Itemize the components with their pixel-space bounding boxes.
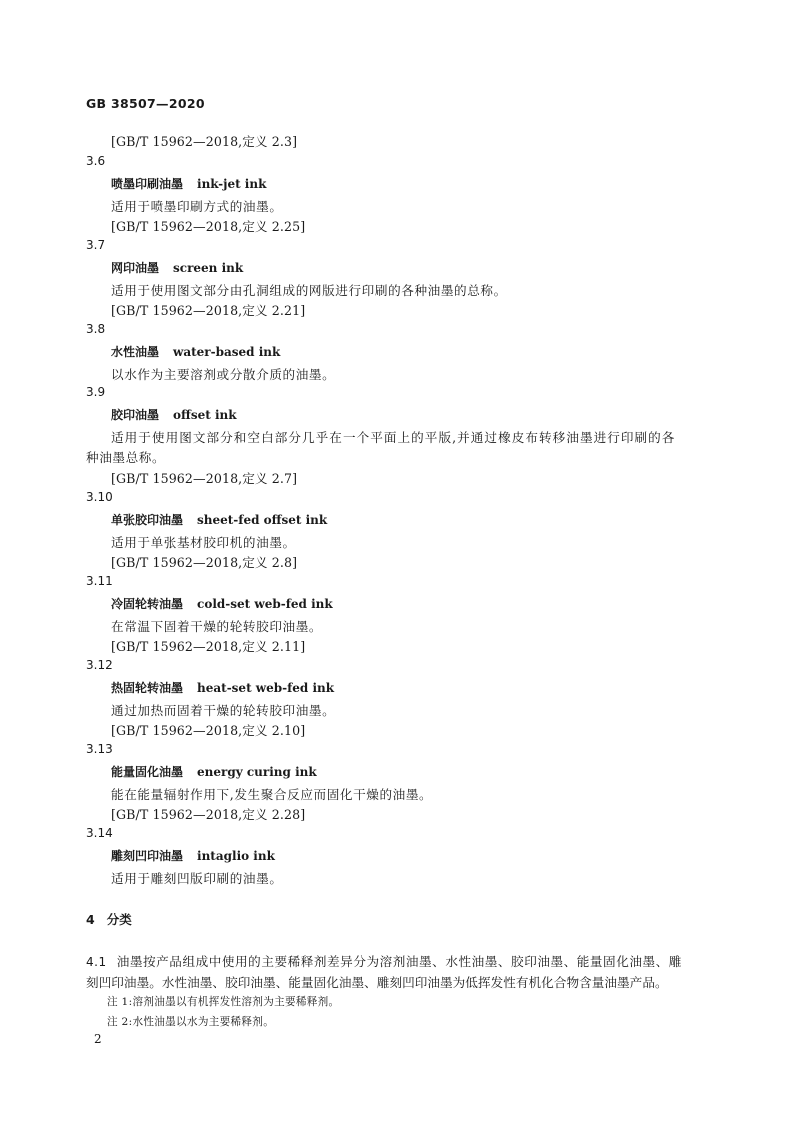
paragraph-text-line-2: 刻凹印油墨。水性油墨、胶印油墨、能量固化油墨、雕刻凹印油墨为低挥发性有机化合物含量油墨产品。 bbox=[86, 975, 668, 990]
term-en: water-based ink bbox=[173, 345, 281, 359]
term-number: 3.14 bbox=[86, 826, 113, 840]
term-definition: 适用于雕刻凹版印刷的油墨。 bbox=[111, 871, 283, 886]
clause-title: 分类 bbox=[106, 912, 132, 927]
term-definition: 适用于单张基材胶印机的油墨。 bbox=[111, 535, 296, 550]
term-cn: 喷墨印刷油墨 bbox=[111, 177, 184, 191]
term-number: 3.6 bbox=[86, 154, 106, 168]
term-number: 3.13 bbox=[86, 742, 113, 756]
term-source: [GB/T 15962—2018,定义 2.25] bbox=[111, 219, 306, 234]
paragraph-text-line-1: 油墨按产品组成中使用的主要稀释剂差异分为溶剂油墨、水性油墨、胶印油墨、能量固化油墨、雕 bbox=[116, 954, 682, 969]
term-heading bbox=[111, 595, 333, 612]
term-cn: 冷固轮转油墨 bbox=[111, 597, 184, 611]
term-source: [GB/T 15962—2018,定义 2.11] bbox=[111, 639, 306, 654]
term-source: [GB/T 15962—2018,定义 2.28] bbox=[111, 807, 306, 822]
term-source: [GB/T 15962—2018,定义 2.7] bbox=[111, 471, 298, 486]
term-en: sheet-fed offset ink bbox=[197, 513, 328, 527]
term-definition: 以水作为主要溶剂或分散介质的油墨。 bbox=[111, 367, 336, 382]
term-source: [GB/T 15962—2018,定义 2.3] bbox=[111, 134, 298, 149]
term-cn: 热固轮转油墨 bbox=[111, 681, 184, 695]
term-heading bbox=[111, 343, 280, 360]
term-heading bbox=[111, 847, 275, 864]
term-heading bbox=[111, 511, 327, 528]
page-number: 2 bbox=[94, 1032, 102, 1046]
term-cn: 水性油墨 bbox=[111, 345, 160, 359]
term-heading bbox=[111, 406, 237, 423]
clause-number: 4 bbox=[86, 912, 95, 927]
term-en: cold-set web-fed ink bbox=[197, 597, 333, 611]
clause-heading bbox=[86, 910, 132, 928]
note-2: 注 2:水性油墨以水为主要稀释剂。 bbox=[107, 1016, 275, 1028]
standard-number: GB 38507—2020 bbox=[86, 96, 205, 111]
term-definition: 能在能量辐射作用下,发生聚合反应而固化干燥的油墨。 bbox=[111, 787, 433, 802]
term-number: 3.8 bbox=[86, 322, 106, 336]
term-heading bbox=[111, 763, 317, 780]
term-heading bbox=[111, 679, 334, 696]
note-1: 注 1:溶剂油墨以有机挥发性溶剂为主要稀释剂。 bbox=[107, 996, 340, 1008]
term-definition: 适用于使用图文部分和空白部分几乎在一个平面上的平版,并通过橡皮布转移油墨进行印刷的各 bbox=[111, 430, 676, 445]
term-definition: 适用于使用图文部分由孔洞组成的网版进行印刷的各种油墨的总称。 bbox=[111, 283, 507, 298]
term-cn: 胶印油墨 bbox=[111, 408, 160, 422]
term-definition: 在常温下固着干燥的轮转胶印油墨。 bbox=[111, 619, 323, 634]
term-number: 3.11 bbox=[86, 574, 113, 588]
term-en: intaglio ink bbox=[197, 849, 275, 863]
term-number: 3.9 bbox=[86, 385, 106, 399]
term-heading bbox=[111, 175, 266, 192]
term-en: heat-set web-fed ink bbox=[197, 681, 335, 695]
term-source: [GB/T 15962—2018,定义 2.10] bbox=[111, 723, 306, 738]
term-en: ink-jet ink bbox=[197, 177, 267, 191]
term-cn: 能量固化油墨 bbox=[111, 765, 184, 779]
term-definition: 通过加热而固着干燥的轮转胶印油墨。 bbox=[111, 703, 336, 718]
term-cn: 单张胶印油墨 bbox=[111, 513, 184, 527]
term-source: [GB/T 15962—2018,定义 2.21] bbox=[111, 303, 306, 318]
term-number: 3.12 bbox=[86, 658, 113, 672]
paragraph-number: 4.1 bbox=[86, 955, 107, 969]
term-source: [GB/T 15962—2018,定义 2.8] bbox=[111, 555, 298, 570]
term-definition-continued: 种油墨总称。 bbox=[86, 450, 166, 465]
term-en: screen ink bbox=[173, 261, 244, 275]
term-en: energy curing ink bbox=[197, 765, 317, 779]
term-number: 3.10 bbox=[86, 490, 113, 504]
term-cn: 网印油墨 bbox=[111, 261, 160, 275]
term-en: offset ink bbox=[173, 408, 237, 422]
term-number: 3.7 bbox=[86, 238, 106, 252]
clause-paragraph bbox=[86, 951, 682, 970]
term-definition: 适用于喷墨印刷方式的油墨。 bbox=[111, 199, 283, 214]
term-cn: 雕刻凹印油墨 bbox=[111, 849, 184, 863]
term-heading bbox=[111, 259, 243, 276]
